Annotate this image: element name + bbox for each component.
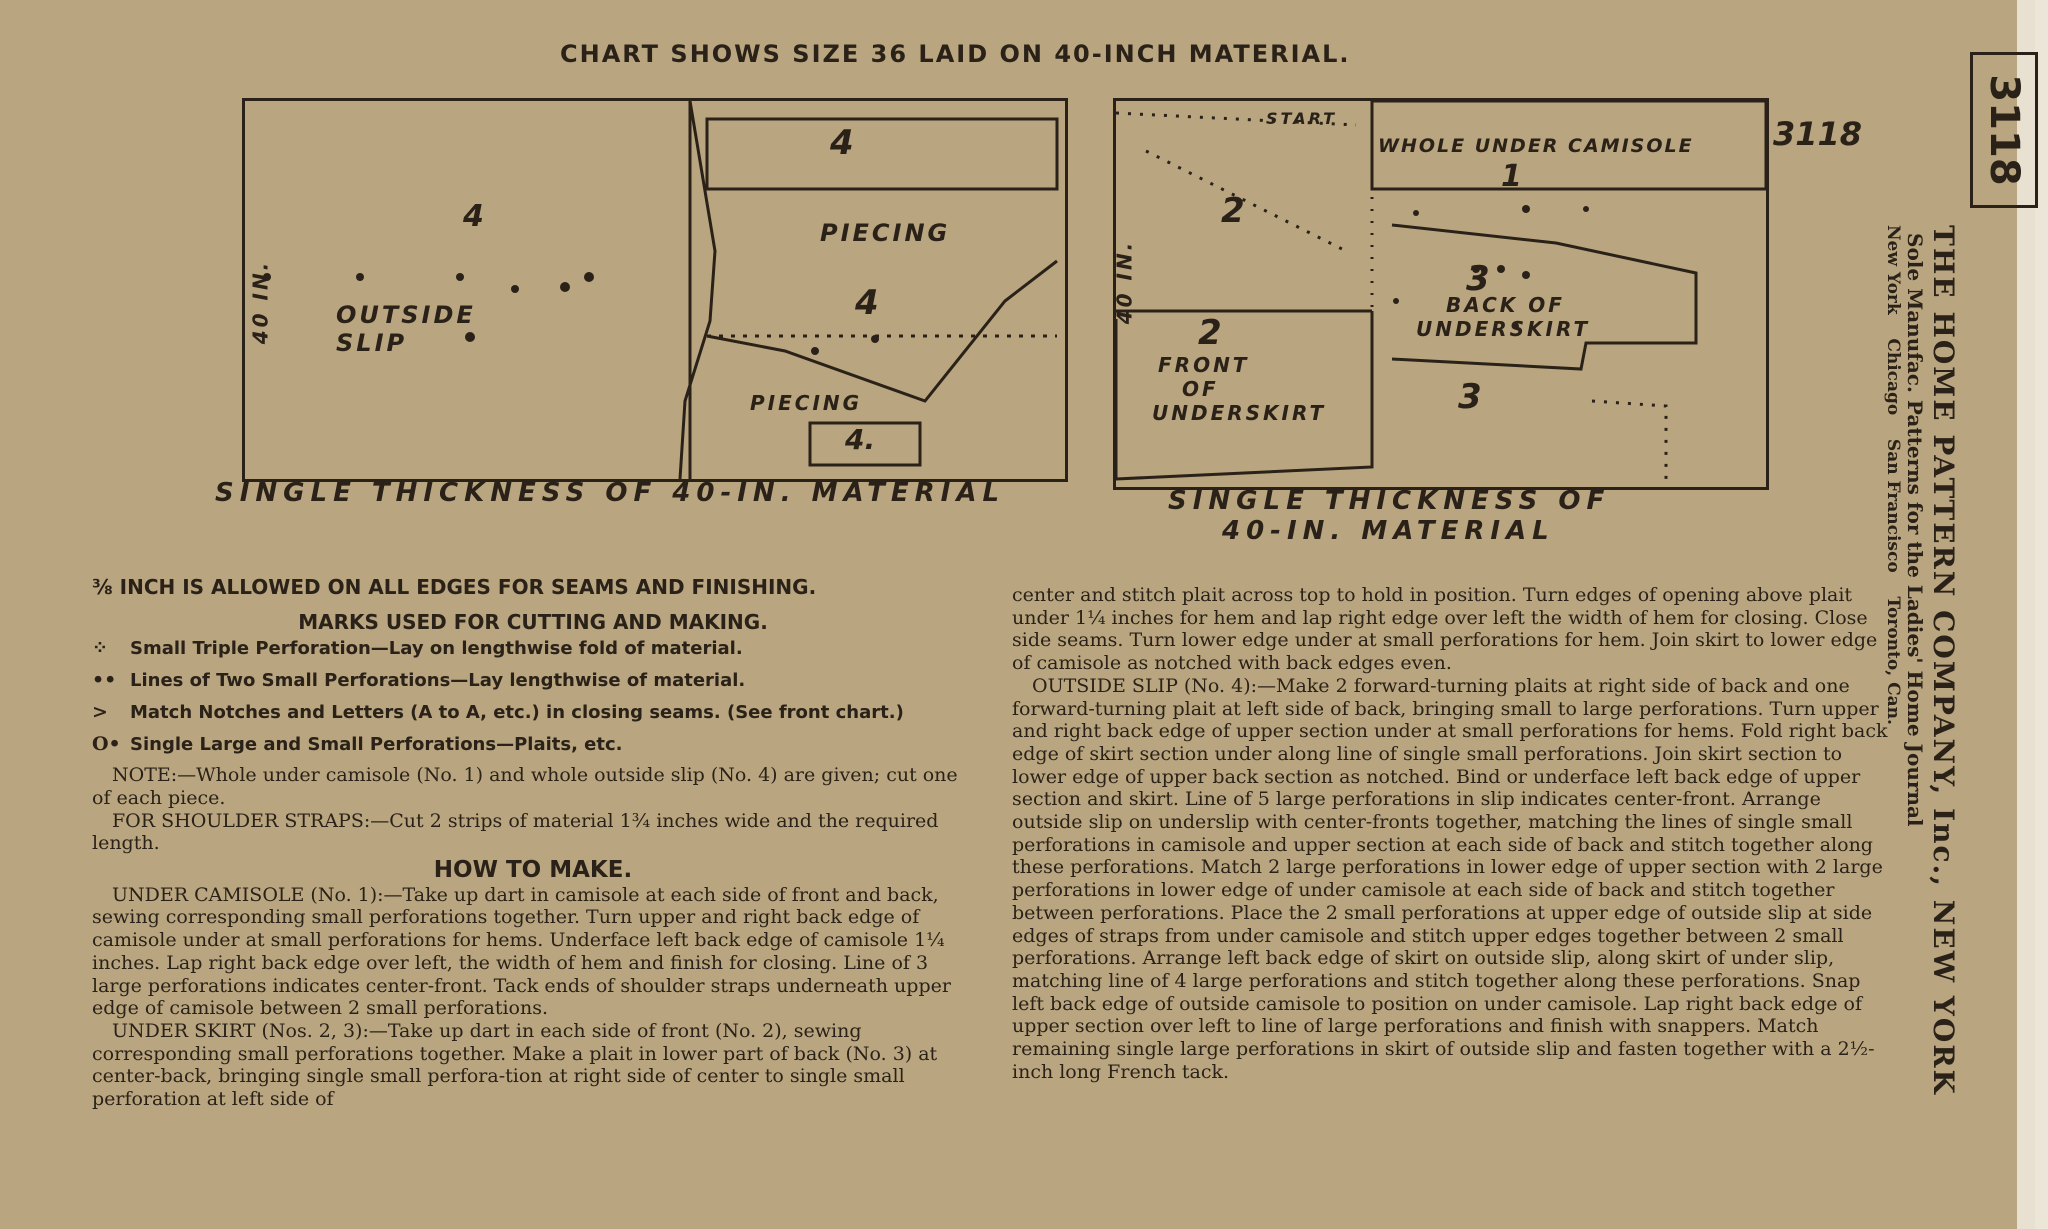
under-camisole-paragraph: UNDER CAMISOLE (No. 1):—Take up dart in camisole at each side of front and back, sewing corresponding small perforations together. Turn upper and right back edge of camisole under at small perforations for hems. Underface left back edge of camisole 1¼ inches. Lap right back edge over left, the width of hem and finish for closing. Line of 3 large perforations indicates center-front. Tack ends of shoulder straps underneath upper edge of camisole between 2 small perforations. (92, 883, 951, 1020)
marks-heading: MARKS USED FOR CUTTING AND MAKING. (298, 609, 768, 634)
label-slip: SLIP (336, 329, 408, 357)
label-piece-3-back: 3 (1466, 259, 1490, 299)
cutting-chart-left (242, 98, 1068, 482)
mark-item: O• Single Large and Small Perforations—Plaits, etc. (92, 732, 623, 755)
side-panel (1883, 225, 1960, 1096)
label-piece-4-small: 4. (845, 423, 876, 456)
caption-left: SINGLE THICKNESS OF 40-IN. MATERIAL (215, 478, 1006, 508)
straps-paragraph: FOR SHOULDER STRAPS:—Cut 2 strips of material 1¾ inches wide and the required length. (92, 809, 939, 855)
how-to-make-heading: HOW TO MAKE. (433, 857, 633, 884)
label-piece-1: 1 (1501, 159, 1522, 194)
mark-item: > Match Notches and Letters (A to A, etc.) in closing seams. (See front chart.) (92, 700, 904, 723)
caption-right-line1: SINGLE THICKNESS OF (1168, 486, 1611, 516)
label-front: FRONT (1158, 353, 1250, 377)
large-small-perforation-symbol: O• (92, 732, 121, 755)
under-skirt-paragraph: UNDER SKIRT (Nos. 2, 3):—Take up dart in each side of front (No. 2), sewing corresponding small perforations together. Make a plait in lower part of back (No. 3) at center-back, bringing single small perfora-tion at right side of center to single small perforation at left side of (92, 1019, 938, 1111)
label-piece-4-top: 4 (830, 123, 854, 163)
label-start: START (1266, 109, 1338, 128)
cutting-layout-left (245, 101, 1065, 479)
company-cities: New York Chicago San Francisco Toronto, Can. (1883, 225, 1903, 725)
label-underskirt-front: UNDERSKIRT (1152, 401, 1327, 425)
cutting-layout-right (1116, 101, 1766, 487)
caption-right-line2: 40-IN. MATERIAL (1222, 516, 1555, 546)
chart-header: CHART SHOWS SIZE 36 LAID ON 40-INCH MATERIAL. (560, 40, 1351, 68)
under-skirt-continued: center and stitch plait across top to hold in position. Turn edges of opening above plait under 1¼ inches for hem and lap right edge over left the width of hem for closing. Close side seams. Turn lower edge under at small perforations for hem. Join skirt to lower edge of camisole as notched with back edges even. (1012, 584, 1878, 675)
instructions-right-column (1012, 584, 1892, 1083)
label-piecing-bottom: PIECING (750, 391, 863, 415)
pattern-number-handwritten: 3118 (1773, 115, 1863, 153)
label-piece-2-front: 2 (1198, 313, 1222, 353)
label-underskirt-back: UNDERSKIRT (1416, 317, 1591, 341)
note-paragraph: NOTE:—Whole under camisole (No. 1) and whole outside slip (No. 4) are given; cut one of each piece. (92, 764, 958, 809)
side-label-right: 40 IN. (1112, 239, 1137, 325)
side-label-left: 40 IN. (248, 259, 273, 345)
label-of: OF (1182, 377, 1219, 401)
label-piece-3-lower: 3 (1458, 377, 1482, 417)
outside-slip-paragraph: OUTSIDE SLIP (No. 4):—Make 2 forward-turning plaits at right side of back and one forward-turning plait at left side of back, bringing small to large perforations. Turn upper and right back edge of upper section under at small perforations for hems. Fold right back edge of skirt section under along line of single small perforations. Join skirt section to lower edge of upper back section as notched. Bind or underface left back edge of upper section and skirt. Line of 5 large perforations in slip indicates center-front. Arrange outside slip on underslip with center-fronts together, matching the lines of single small perforations in camisole and upper section at each side of back and stitch together along these perforations. Match 2 large perforations in lower edge of upper section with 2 large perforations in lower edge of under camisole at each side of back and stitch together between perforations. Place the 2 small perforations at upper edge of outside slip at side edges of straps from under camisole and stitch upper edges together between 2 small perforations. Arrange left back edge of skirt on outside slip, along skirt of under slip, matching line of 4 large perforations and stitch together along these perforations. Snap left back edge of outside camisole to position on under camisole. Lap right back edge of upper section over left to line of large perforations and finish with snappers. Match remaining single large perforations in skirt of outside slip and fasten together with a 2½-inch long French tack. (1012, 674, 1888, 1083)
company-subtitle: Sole Manufac. Patterns for the Ladies' Home Journal (1903, 233, 1927, 827)
label-whole-under-camisole: WHOLE UNDER CAMISOLE (1378, 135, 1694, 157)
label-piece-2-top: 2 (1221, 191, 1245, 231)
label-piece-4-mid: 4 (855, 283, 879, 323)
label-outside: OUTSIDE (336, 301, 476, 329)
label-piece-4-outside: 4 (463, 199, 484, 234)
label-piecing-top: PIECING (820, 219, 951, 247)
seam-allowance: ⅜ INCH IS ALLOWED ON ALL EDGES FOR SEAMS AND FINISHING. (92, 575, 817, 599)
pattern-number-box: 3118 (1970, 52, 2038, 208)
mark-item: ⁘ Small Triple Perforation—Lay on lengthwise fold of material. (92, 637, 743, 660)
label-back-of: BACK OF (1446, 293, 1565, 317)
instructions-left-column (92, 576, 974, 1111)
company-name: THE HOME PATTERN COMPANY, Inc., NEW YORK (1927, 225, 1960, 1096)
triple-perforation-symbol: ⁘ (92, 637, 108, 660)
two-perforation-symbol: •• (92, 669, 117, 692)
cutting-chart-right (1113, 98, 1769, 490)
mark-item: •• Lines of Two Small Perforations—Lay lengthwise of material. (92, 669, 746, 692)
notch-symbol: > (92, 700, 108, 723)
